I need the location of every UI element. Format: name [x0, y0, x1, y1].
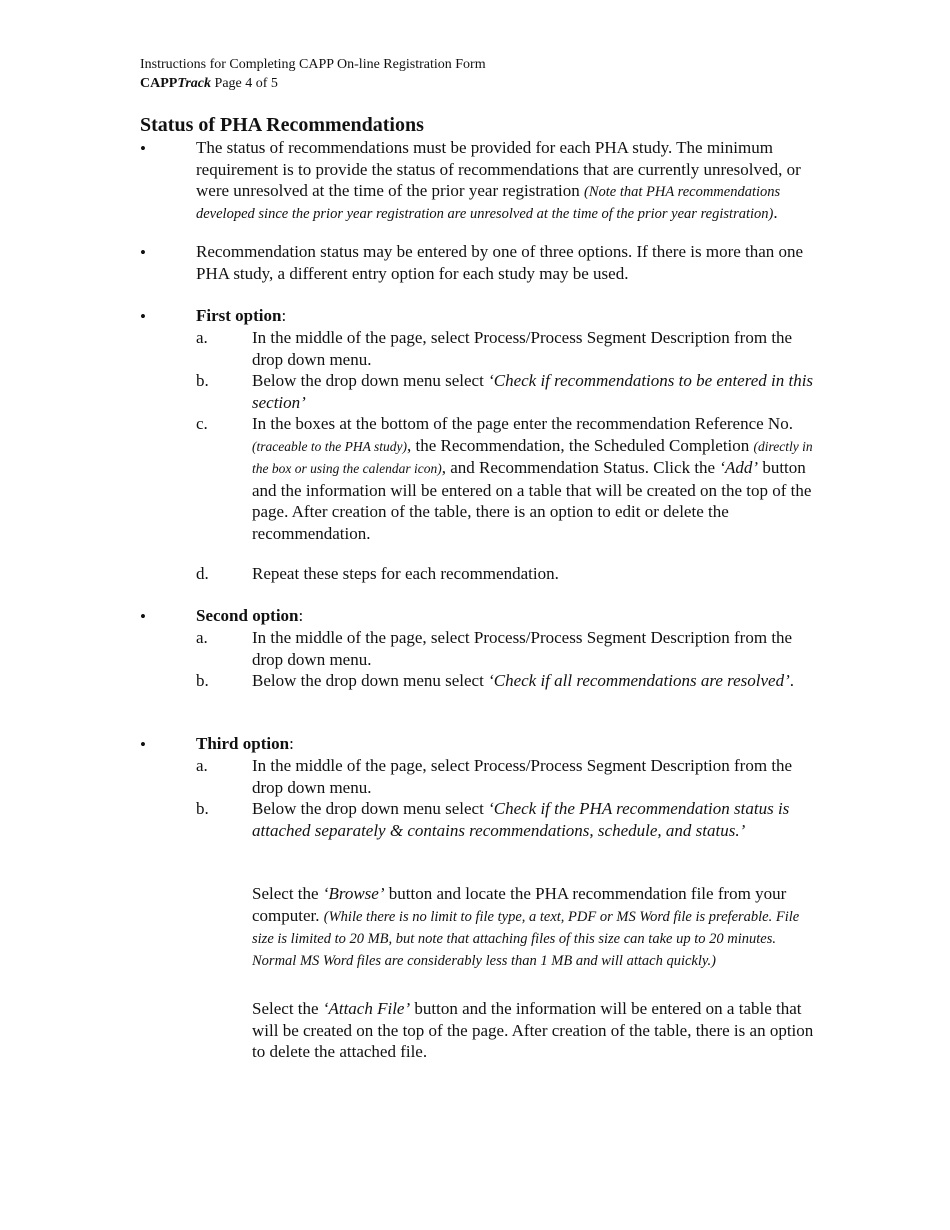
third-option-step-a: In the middle of the page, select Process/Process Segment Description from the drop down menu.: [252, 756, 793, 797]
first-option-step-c: In the boxes at the bottom of the page enter the recommendation Reference No. (traceable to the PHA study), the Recommendation, the Scheduled Completion (directly in the box or using the calendar icon), and Recommendation Status. Click the ‘Add’ button and the information will be entered on a table that will be created on the top of the page. After creation of the table, there is an option to edit or delete the recommendation.: [252, 414, 813, 543]
list-marker: a.: [196, 756, 208, 775]
section-title: Status of PHA Recommendations: [140, 114, 424, 136]
list-marker: b.: [196, 371, 209, 390]
list-marker: b.: [196, 799, 209, 818]
third-option-heading: Third option:: [196, 734, 294, 753]
list-marker: b.: [196, 671, 209, 690]
header-title: Instructions for Completing CAPP On-line Registration Form: [140, 57, 486, 72]
page-number: Page 4 of 5: [214, 76, 278, 91]
bullet-glyph: •: [140, 243, 146, 262]
third-option-step-b: Below the drop down menu select ‘Check if the PHA recommendation status is attached separately & contains recommendations, schedule, and status.’: [252, 799, 790, 840]
bullet-glyph: •: [140, 307, 146, 326]
intro-paragraph-2: Recommendation status may be entered by one of three options. If there is more than one PHA study, a different entry option for each study may be used.: [196, 242, 804, 283]
second-option-heading: Second option:: [196, 606, 304, 625]
brand-capp: CAPP: [140, 76, 178, 91]
browse-note: (While there is no limit to file type, a text, PDF or MS Word file is preferable. File size is limited to 20 MB, but note that attaching files of this size can take up to 20 minutes. Normal MS Word files are considerably less than 1 MB and will attach quickly.): [252, 908, 800, 969]
second-option-step-a: In the middle of the page, select Process/Process Segment Description from the drop down menu.: [252, 628, 793, 669]
brand-track: Track: [177, 76, 212, 91]
browse-instructions: Select the ‘Browse’ button and locate the PHA recommendation file from your computer. (While there is no limit to file type, a text, PDF or MS Word file is preferable. File size is limited to 20 MB, but note that attaching files of this size can take up to 20 minutes. Normal MS Word files are considerably less than 1 MB and will attach quickly.): [252, 884, 800, 969]
list-marker: d.: [196, 564, 209, 583]
list-marker: a.: [196, 628, 208, 647]
header-page-line: [140, 75, 278, 93]
second-option-step-b: Below the drop down menu select ‘Check if all recommendations are resolved’.: [252, 671, 794, 690]
intro-note: (Note that PHA recommendations developed since the prior year registration are unresolved at the time of the prior year registration): [196, 184, 781, 222]
bullet-glyph: •: [140, 139, 146, 158]
intro-paragraph-1: The status of recommendations must be provided for each PHA study. The minimum requirement is to provide the status of recommendations that are currently unresolved, or were unresolved at the time of the prior year registration (Note that PHA recommendations developed since the prior year registration are unresolved at the time of the prior year registration).: [196, 138, 801, 222]
first-option-step-b: Below the drop down menu select ‘Check if recommendations to be entered in this section’: [252, 371, 814, 412]
list-marker: c.: [196, 414, 208, 433]
attach-instructions: Select the ‘Attach File’ button and the information will be entered on a table that will be created on the top of the page. After creation of the table, there is an option to delete the attached file.: [252, 999, 814, 1061]
first-option-heading: First option:: [196, 306, 287, 325]
bullet-glyph: •: [140, 607, 146, 626]
first-option-step-d: Repeat these steps for each recommendation.: [252, 564, 559, 583]
list-marker: a.: [196, 328, 208, 347]
first-option-step-a: In the middle of the page, select Process/Process Segment Description from the drop down menu.: [252, 328, 793, 369]
bullet-glyph: •: [140, 735, 146, 754]
